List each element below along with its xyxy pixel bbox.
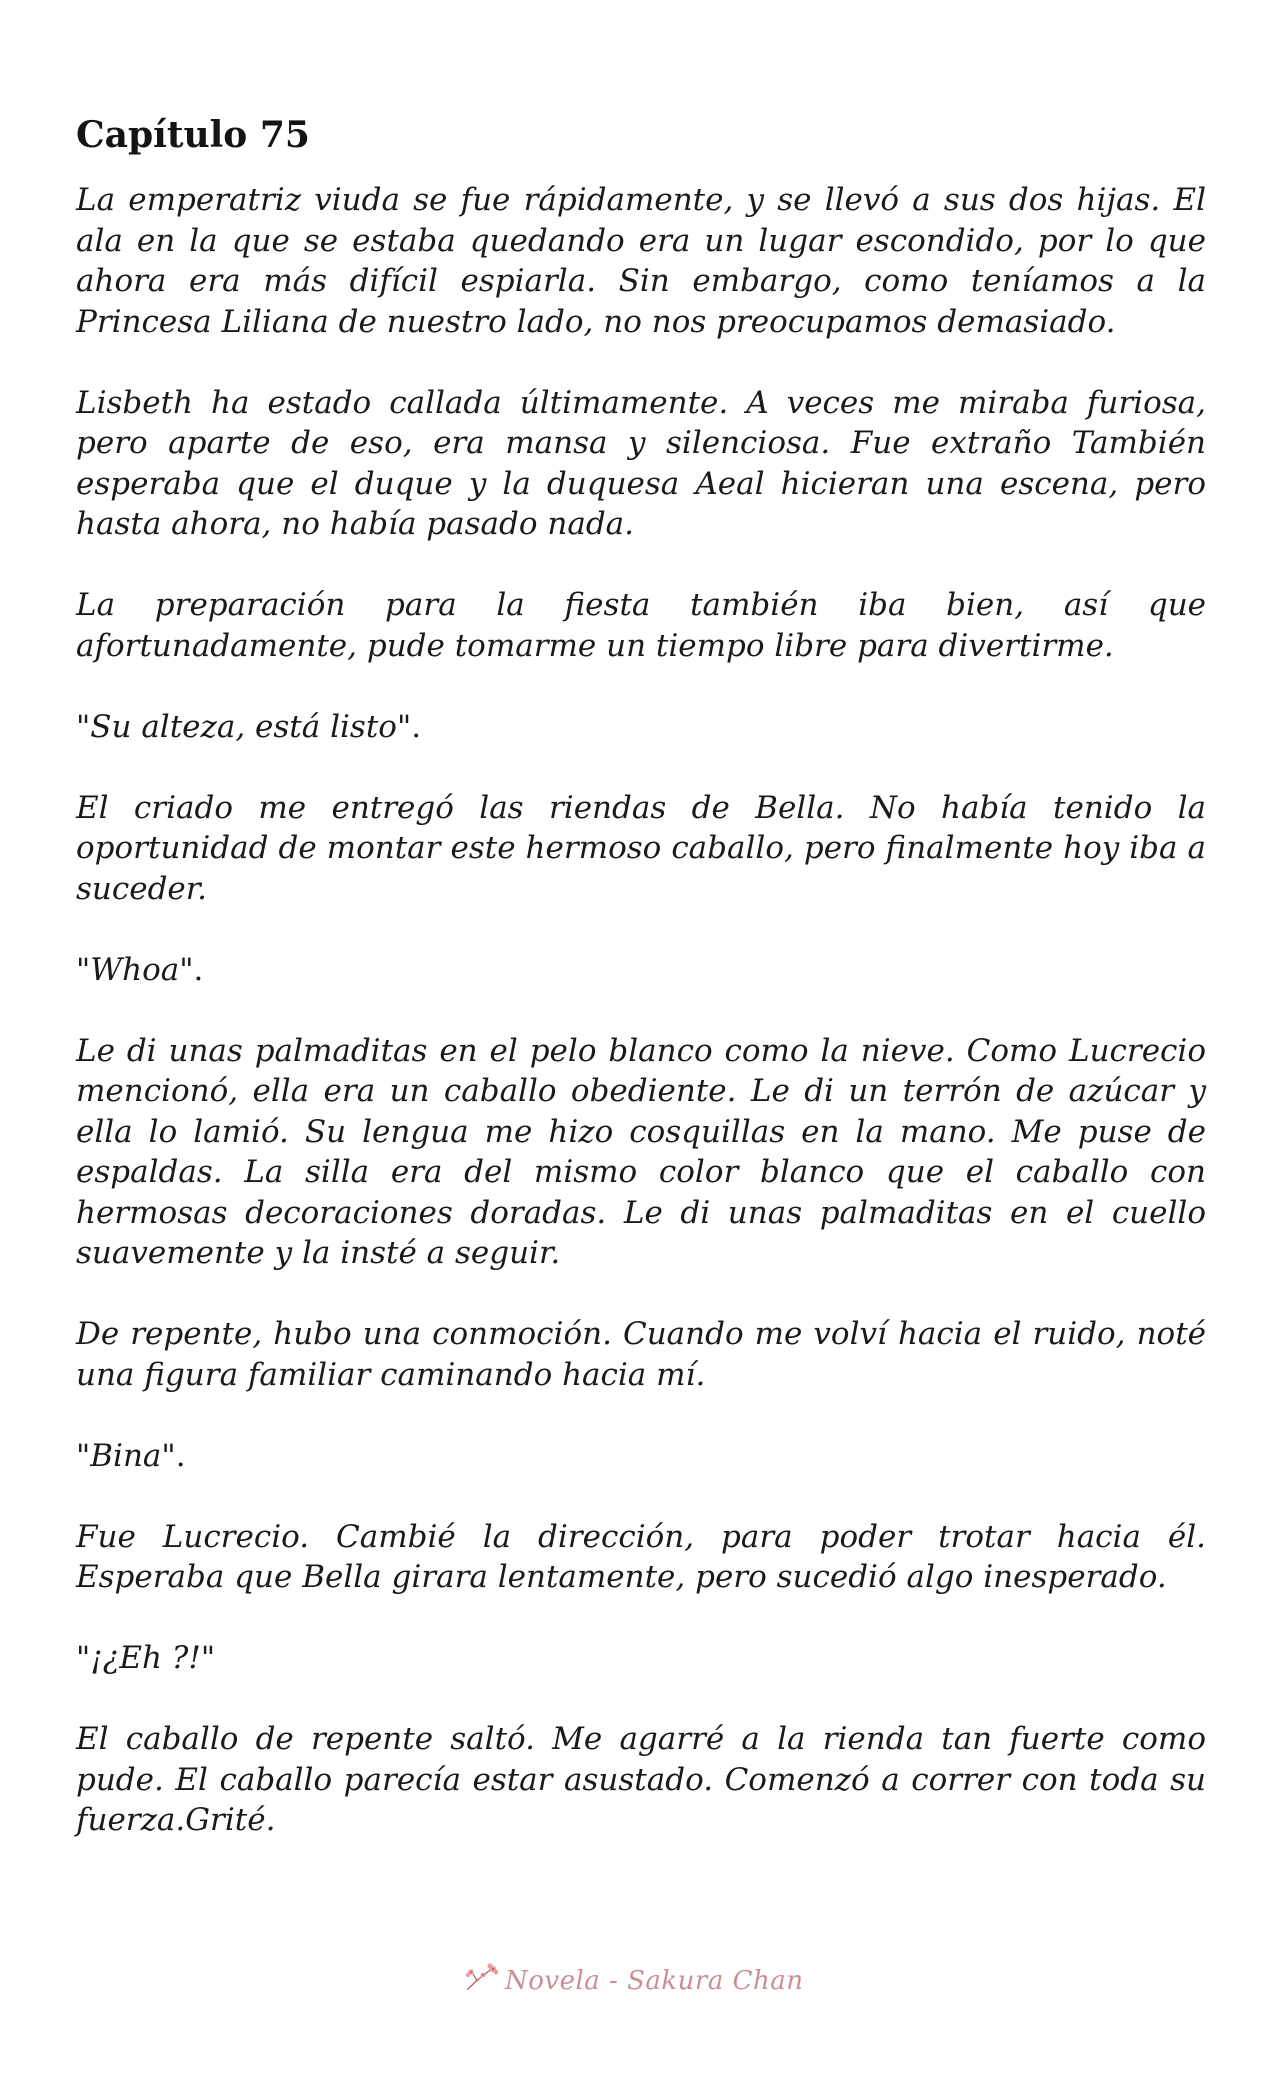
paragraph-6: De repente, hubo una conmoción. Cuando me volví hacia el ruido, noté una figura familiar caminando hacia mí. bbox=[76, 1316, 1206, 1393]
dialogue-closing: . bbox=[193, 951, 204, 988]
dialogue-text: Whoa bbox=[90, 951, 180, 988]
watermark bbox=[463, 1962, 804, 2000]
dialogue-text: Bina bbox=[90, 1437, 162, 1474]
paragraph-5: Le di unas palmaditas en el pelo blanco como la nieve. Como Lucrecio mencionó, ella era un caballo obediente. Le di un terrón de azúcar y ella lo lamió. Su lengua me hizo cosquillas en la mano. Me puse de espaldas. La silla era del mismo color blanco que el caballo con hermosas decoraciones doradas. Le di unas palmaditas en el cuello suavemente y la insté a seguir. bbox=[76, 1032, 1206, 1271]
sakura-flower-icon bbox=[463, 1962, 499, 2000]
dialogue-line-3: "Bina". bbox=[76, 1437, 186, 1474]
paragraph-3: La preparación para la fiesta también iba bien, así que afortunadamente, pude tomarme un tiempo libre para divertirme. bbox=[76, 587, 1206, 664]
dialogue-text: Su alteza, está listo bbox=[90, 708, 397, 745]
dialogue-line-2: "Whoa". bbox=[76, 951, 204, 988]
paragraph-4: El criado me entregó las riendas de Bella. No había tenido la oportunidad de montar este hermoso caballo, pero finalmente hoy iba a suceder. bbox=[76, 789, 1206, 907]
watermark-text: Novela - Sakura Chan bbox=[505, 1966, 804, 1996]
dialogue-closing: . bbox=[411, 708, 422, 745]
dialogue-closing: . bbox=[175, 1437, 186, 1474]
paragraph-7: Fue Lucrecio. Cambié la dirección, para poder trotar hacia él. Esperaba que Bella girara lentamente, pero sucedió algo inesperado. bbox=[76, 1518, 1206, 1595]
document-page bbox=[76, 110, 1206, 1881]
paragraph-1: La emperatriz viuda se fue rápidamente, y se llevó a sus dos hijas. El ala en la que se estaba quedando era un lugar escondido, por lo que ahora era más difícil espiarla. Sin embargo, como teníamos a la Princesa Liliana de nuestro lado, no nos preocupamos demasiado. bbox=[76, 182, 1206, 340]
dialogue-line-1: "Su alteza, está listo". bbox=[76, 708, 422, 745]
dialogue-text: ¡¿Eh ?! bbox=[90, 1640, 201, 1676]
paragraph-2: Lisbeth ha estado callada últimamente. A veces me miraba furiosa, pero aparte de eso, era mansa y silenciosa. Fue extraño También esperaba que el duque y la duquesa Aeal hicieran una escena, pero hasta ahora, no había pasado nada. bbox=[76, 384, 1206, 542]
paragraph-8: El caballo de repente saltó. Me agarré a la rienda tan fuerte como pude. El caballo parecía estar asustado. Comenzó a correr con toda su fuerza.Grité. bbox=[76, 1721, 1206, 1838]
chapter-title: Capítulo 75 bbox=[76, 114, 310, 156]
dialogue-line-4: "¡¿Eh ?!" bbox=[76, 1640, 216, 1676]
